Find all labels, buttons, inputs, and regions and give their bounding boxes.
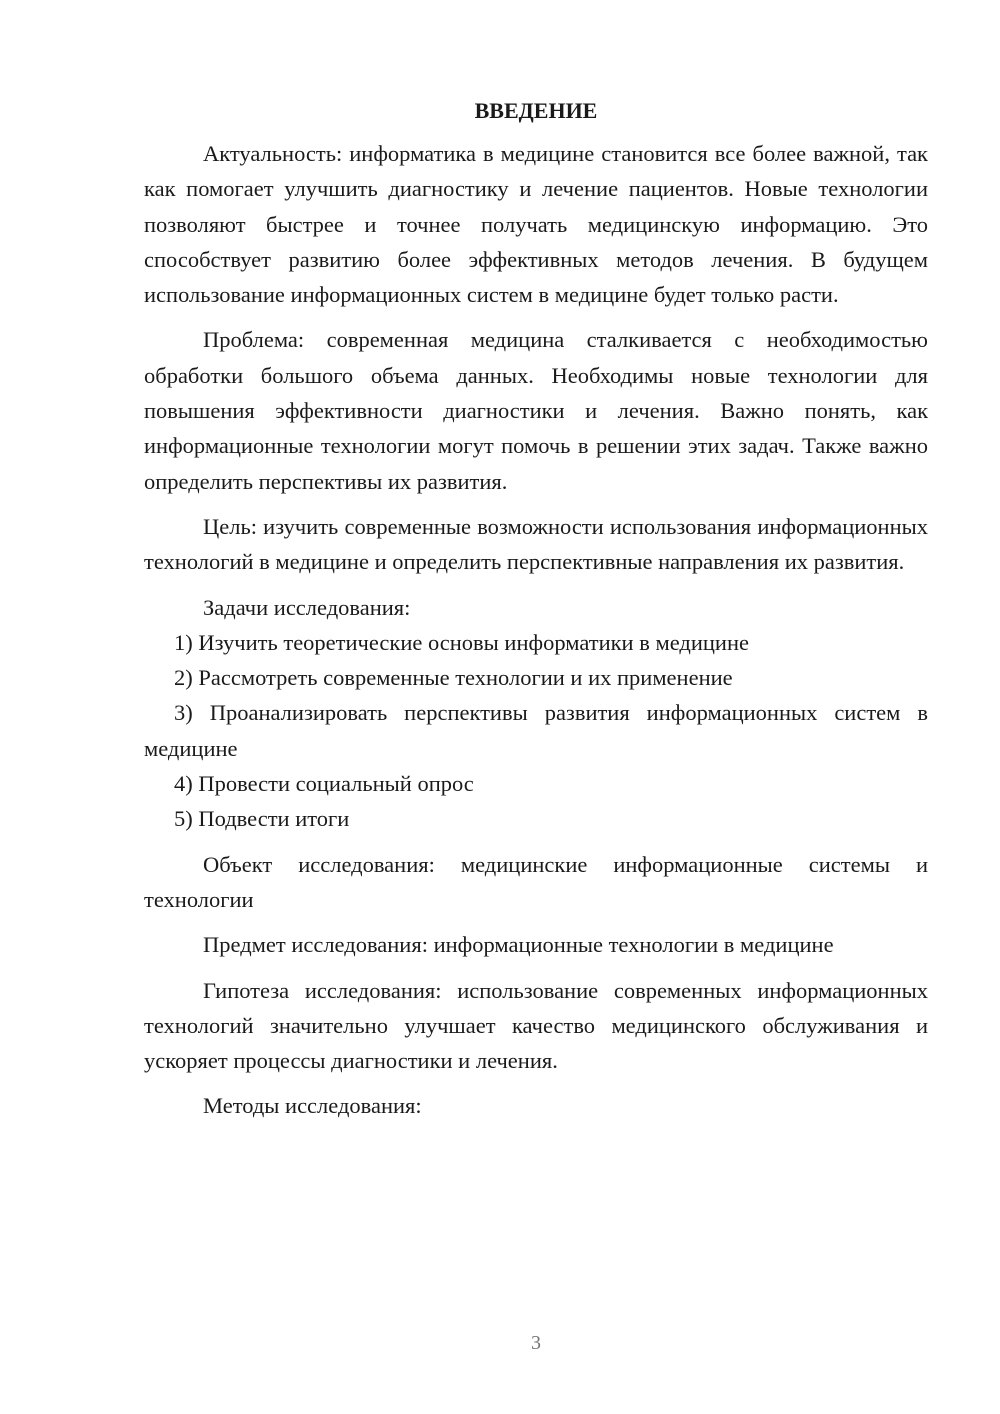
paragraph-problem: Проблема: современная медицина сталкивается с необходимостью обработки большого объема данных. Необходимы новые технологии для повышения эффективности диагностики и лечения. Важно понять, как информационные технологии могут помочь в решении этих задач. Также важно определить перспективы их развития. xyxy=(144,327,928,494)
paragraph-goal: Цель: изучить современные возможности использования информационных технологий в медицине и определить перспективные направления их развития. xyxy=(144,513,928,575)
paragraph-hypothesis: Гипотеза исследования: использование современных информационных технологий значительно улучшает качество медицинского обслуживания и ускоряет процессы диагностики и лечения. xyxy=(144,977,928,1074)
paragraph-relevance: Актуальность: информатика в медицине становится все более важной, так как помогает улучшить диагностику и лечение пациентов. Новые технологии позволяют быстрее и точнее получать медицинскую информацию. Это способствует развитию более эффективных методов лечения. В будущем использование информационных систем в медицине будет только расти. xyxy=(144,141,928,308)
paragraph-object: Объект исследования: медицинские информационные системы и технологии xyxy=(144,851,928,912)
document-body xyxy=(144,96,928,1124)
task-item: 4) Провести социальный опрос xyxy=(174,771,474,797)
task-item: 5) Подвести итоги xyxy=(174,806,350,832)
task-item: 1) Изучить теоретические основы информатики в медицине xyxy=(174,629,749,655)
page-title: ВВЕДЕНИЕ xyxy=(474,98,598,123)
paragraph-subject: Предмет исследования: информационные технологии в медицине xyxy=(203,932,834,958)
paragraph-tasks-heading: Задачи исследования: xyxy=(203,594,411,620)
task-item: 3) Проанализировать перспективы развития информационных систем в медицине xyxy=(144,700,928,761)
task-item: 2) Рассмотреть современные технологии и их применение xyxy=(174,665,733,691)
page-number: 3 xyxy=(531,1332,541,1354)
paragraph-methods-heading: Методы исследования: xyxy=(203,1093,422,1119)
